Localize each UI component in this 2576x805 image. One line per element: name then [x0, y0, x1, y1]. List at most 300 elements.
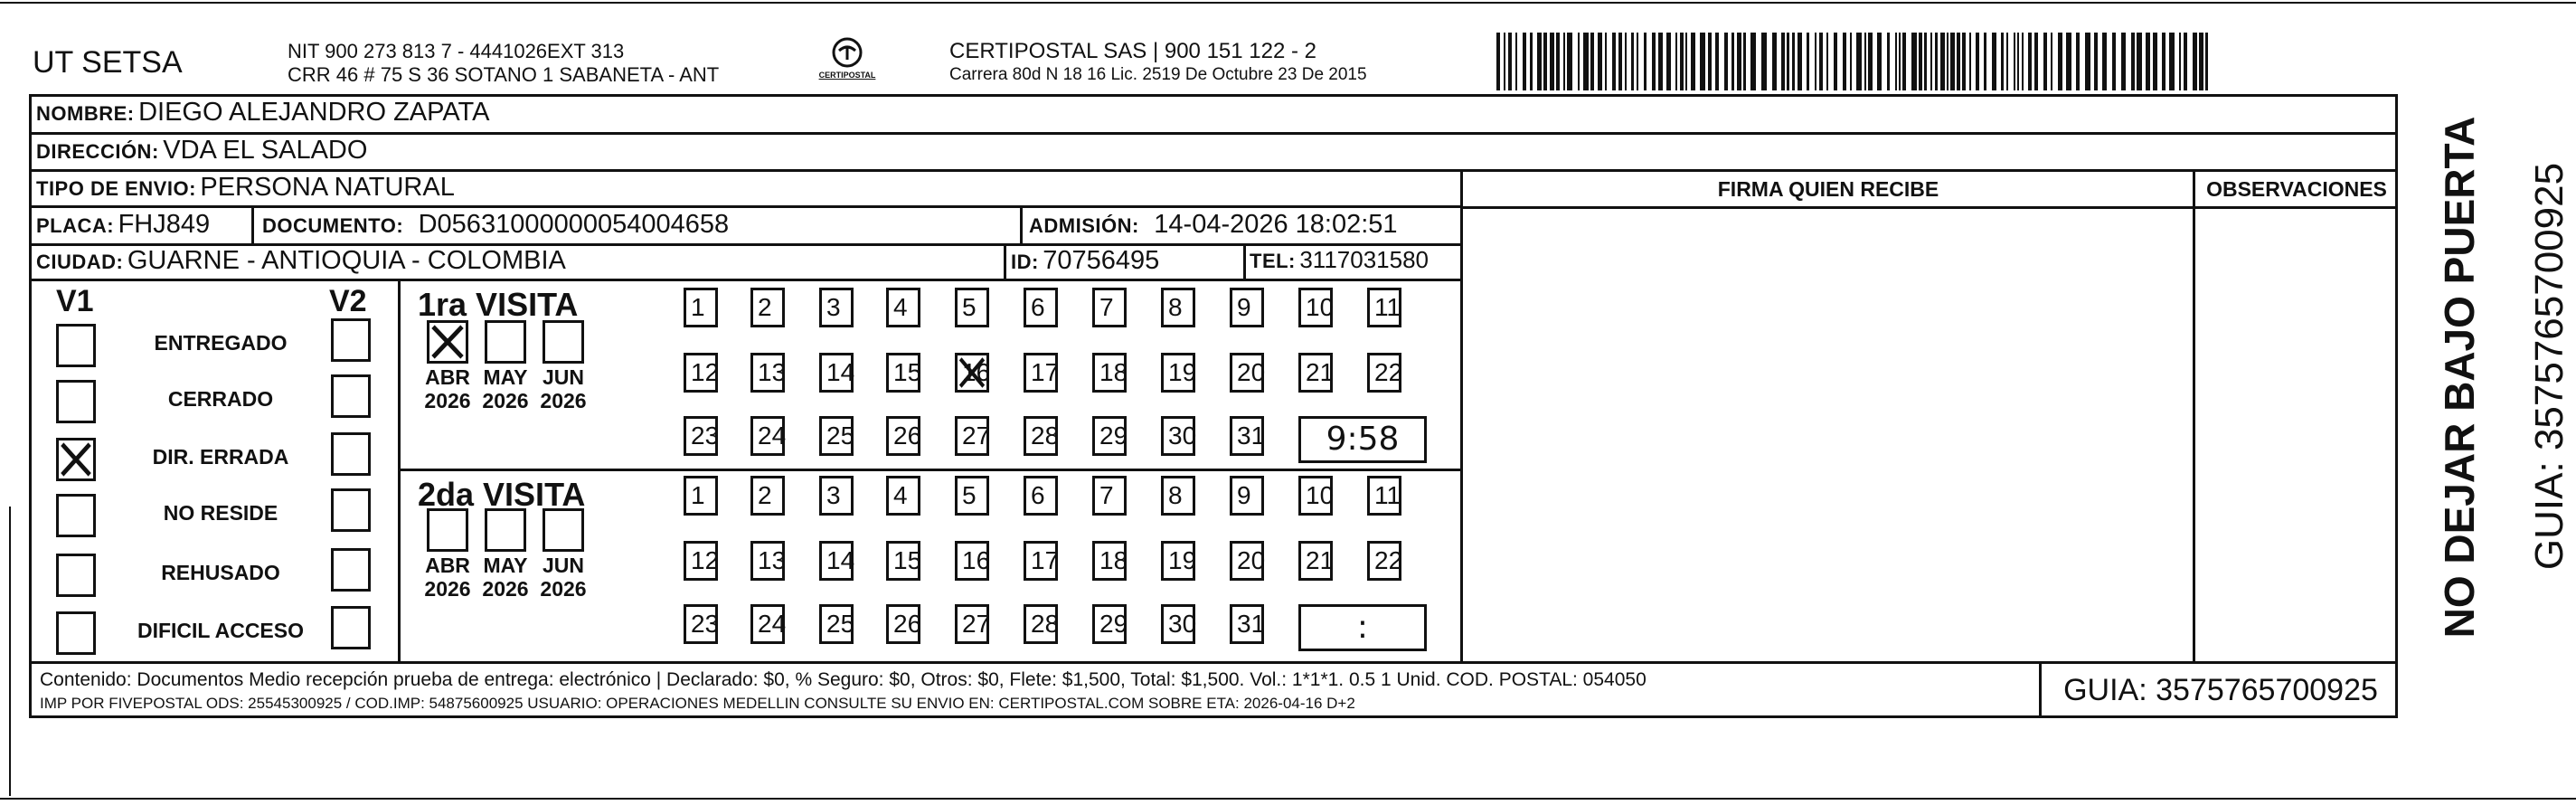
barcode-bar: [2146, 33, 2150, 90]
v1-checkbox[interactable]: [56, 438, 96, 481]
barcode-bar: [1984, 33, 1986, 90]
bottom-edge: [0, 798, 2576, 800]
day-number: 31: [1237, 610, 1266, 638]
barcode-bar: [1598, 33, 1602, 90]
day-number: 9: [1237, 293, 1251, 321]
barcode-bar: [1556, 33, 1560, 90]
day-number: 25: [826, 421, 855, 450]
barcode-bar: [1637, 33, 1638, 90]
day-number: 16: [962, 358, 991, 386]
day-number: 18: [1099, 546, 1128, 574]
first-day-box[interactable]: [1092, 353, 1127, 393]
barcode-bar: [2199, 33, 2203, 90]
barcode-bar: [1887, 33, 1890, 90]
barcode-bar: [1930, 33, 1932, 90]
day-number: 14: [826, 546, 855, 574]
recipient-name: DIEGO ALEJANDRO ZAPATA: [138, 98, 490, 127]
barcode-bar: [2034, 33, 2038, 90]
content-line: Contenido: Documentos Medio recepción prueba de entrega: electrónico | Declarado: $0, % Seguro: $0, Otros: $0, Flete: $1,500, Total: $1,500. Vol.: 1*1*1. 0.5 1 Unid. COD. POSTAL: 054050: [40, 669, 1647, 690]
barcode-bar: [2131, 33, 2135, 90]
city-label: CIUDAD:: [36, 251, 124, 273]
second-visit-title: 2da VISITA: [418, 476, 586, 513]
barcode-bar: [1962, 33, 1966, 90]
day-number: 27: [962, 610, 991, 638]
barcode-bar: [1807, 33, 1809, 90]
second-day-box[interactable]: [886, 476, 920, 516]
side-text: [2405, 116, 2571, 639]
admission-date: 14-04-2026 18:02:51: [1154, 210, 1398, 239]
day-number: 4: [893, 293, 908, 321]
first-day-box[interactable]: [750, 416, 785, 456]
document-label: DOCUMENTO:: [262, 214, 404, 237]
barcode-bar: [1787, 33, 1789, 90]
barcode-bar: [1675, 33, 1677, 90]
second-day-box[interactable]: [1024, 541, 1058, 581]
recipient-address: VDA EL SALADO: [163, 136, 368, 165]
day-number: 5: [962, 481, 977, 509]
day-number: 6: [1031, 293, 1045, 321]
second-day-box[interactable]: [1298, 541, 1333, 581]
barcode-bar: [1969, 33, 1971, 90]
barcode-bar: [1924, 33, 1927, 90]
tel-row: [1250, 246, 1429, 274]
second-month-box[interactable]: [543, 508, 584, 552]
top-edge: [0, 2, 2576, 4]
day-number: 30: [1168, 421, 1197, 450]
second-day-box[interactable]: [750, 476, 785, 516]
day-number: 25: [826, 610, 855, 638]
first-day-box[interactable]: [955, 353, 989, 393]
barcode-bar: [2162, 33, 2166, 90]
plate: FHJ849: [118, 210, 211, 239]
day-number: 23: [691, 421, 720, 450]
second-day-box[interactable]: [1367, 476, 1401, 516]
barcode-bar: [1826, 33, 1828, 90]
second-day-box[interactable]: [684, 476, 718, 516]
day-number: 12: [691, 546, 720, 574]
day-number: 7: [1099, 293, 1114, 321]
ship-type-label: TIPO DE ENVIO:: [36, 177, 196, 200]
day-number: 17: [1031, 546, 1060, 574]
address-row: [36, 136, 367, 166]
barcode-bar: [2085, 33, 2090, 90]
first-day-box[interactable]: [1230, 353, 1264, 393]
name-label: NOMBRE:: [36, 102, 135, 125]
first-month-box[interactable]: [485, 320, 526, 364]
day-number: 31: [1237, 421, 1266, 450]
barcode-bar: [1819, 33, 1823, 90]
day-number: 21: [1306, 358, 1335, 386]
barcode-bar: [2001, 33, 2004, 90]
first-month-label: JUN: [542, 365, 584, 389]
first-day-box[interactable]: [684, 416, 718, 456]
first-day-box[interactable]: [955, 416, 989, 456]
day-number: 29: [1099, 421, 1128, 450]
barcode-bar: [1843, 33, 1846, 90]
day-number: 22: [1374, 546, 1403, 574]
first-day-box[interactable]: [1161, 353, 1195, 393]
v2-checkbox[interactable]: [331, 374, 371, 418]
id-label: ID:: [1011, 251, 1039, 273]
second-day-box[interactable]: [819, 476, 854, 516]
x-mark-icon: [958, 355, 986, 390]
first-day-box[interactable]: [1230, 288, 1264, 327]
first-day-box[interactable]: [684, 288, 718, 327]
second-day-box[interactable]: [750, 604, 785, 644]
second-day-box[interactable]: [684, 604, 718, 644]
v2-label: V2: [329, 284, 367, 318]
day-number: 13: [758, 358, 787, 386]
day-number: 1: [691, 293, 705, 321]
second-day-box[interactable]: [1092, 604, 1127, 644]
barcode-bar: [1950, 33, 1955, 90]
barcode-bar: [1612, 33, 1616, 90]
status-option-label: REHUSADO: [161, 561, 280, 584]
first-day-box[interactable]: [1092, 288, 1127, 327]
first-day-box[interactable]: [1161, 416, 1195, 456]
first-day-box[interactable]: [819, 416, 854, 456]
barcode-bar: [1685, 33, 1687, 90]
second-day-box[interactable]: [750, 541, 785, 581]
barcode-bar: [1666, 33, 1671, 90]
barcode-bar: [1798, 33, 1802, 90]
barcode-bar: [1792, 33, 1795, 90]
first-month-box[interactable]: [427, 320, 468, 364]
second-month-label: ABR: [425, 554, 470, 577]
second-year-label: 2026: [482, 577, 529, 601]
barcode-bar: [1508, 33, 1512, 90]
second-year-label: 2026: [540, 577, 587, 601]
day-number: 15: [893, 546, 922, 574]
barcode-bar: [1868, 33, 1873, 90]
day-number: 30: [1168, 610, 1197, 638]
barcode: [1496, 33, 2220, 90]
barcode-bar: [1935, 33, 1938, 90]
first-day-box[interactable]: [1298, 353, 1333, 393]
barcode-bar: [1899, 33, 1901, 90]
second-day-box[interactable]: [1161, 604, 1195, 644]
second-time-box[interactable]: :: [1298, 604, 1427, 651]
first-visit-title: 1ra VISITA: [418, 286, 579, 323]
barcode-bar: [1652, 33, 1656, 90]
first-day-box[interactable]: [886, 288, 920, 327]
plate-label: PLACA:: [36, 214, 115, 237]
v1-checkbox[interactable]: [56, 494, 96, 537]
barcode-bar: [2014, 33, 2015, 90]
barcode-bar: [2028, 33, 2032, 90]
guide-box: GUIA: 3575765700925: [2063, 673, 2378, 707]
first-day-box[interactable]: [1024, 288, 1058, 327]
barcode-bar: [1976, 33, 1979, 90]
barcode-bar: [1850, 33, 1852, 90]
first-day-box[interactable]: [819, 288, 854, 327]
day-number: 29: [1099, 610, 1128, 638]
barcode-bar: [1504, 33, 1505, 90]
barcode-bar: [2066, 33, 2071, 90]
first-day-box[interactable]: [886, 353, 920, 393]
day-number: 4: [893, 481, 908, 509]
courier-line: CERTIPOSTAL SAS | 900 151 122 - 2: [949, 39, 1316, 63]
barcode-bar: [2051, 33, 2052, 90]
shiptype-row: [36, 173, 455, 203]
company-name: UT SETSA: [33, 45, 183, 80]
day-number: 8: [1168, 293, 1183, 321]
document-row: [262, 210, 729, 240]
day-number: 12: [691, 358, 720, 386]
x-mark-icon: [59, 440, 93, 478]
barcode-bar: [2121, 33, 2126, 90]
day-number: 3: [826, 481, 841, 509]
v2-checkbox[interactable]: [331, 488, 371, 532]
barcode-bar: [1583, 33, 1589, 90]
city-row: [36, 246, 566, 276]
second-day-box[interactable]: [1092, 541, 1127, 581]
admission-row: [1029, 210, 1398, 240]
status-option-label: CERRADO: [167, 387, 274, 411]
barcode-bar: [2205, 33, 2208, 90]
second-day-box[interactable]: [1230, 604, 1264, 644]
barcode-bar: [1590, 33, 1594, 90]
barcode-bar: [1496, 33, 1500, 90]
barcode-bar: [2076, 33, 2080, 90]
barcode-bar: [1895, 33, 1897, 90]
barcode-bar: [1724, 33, 1728, 90]
second-month-box[interactable]: [485, 508, 526, 552]
logo-mark-icon: [816, 36, 879, 89]
second-month-box[interactable]: [427, 508, 468, 552]
no-dejar-warning: NO DEJAR BAJO PUERTA: [2436, 116, 2483, 639]
barcode-bar: [2058, 33, 2062, 90]
first-month-label: ABR: [425, 365, 470, 389]
day-number: 10: [1306, 481, 1335, 509]
first-day-box[interactable]: [1298, 288, 1333, 327]
barcode-bar: [2043, 33, 2047, 90]
barcode-bar: [2153, 33, 2157, 90]
first-year-label: 2026: [424, 389, 471, 412]
barcode-bar: [1691, 33, 1695, 90]
barcode-bars: [1496, 33, 2220, 90]
day-number: 22: [1374, 358, 1403, 386]
day-number: 15: [893, 358, 922, 386]
v1-checkbox[interactable]: [56, 380, 96, 423]
barcode-bar: [1715, 33, 1719, 90]
second-month-label: MAY: [483, 554, 528, 577]
day-number: 20: [1237, 358, 1266, 386]
day-number: 11: [1374, 293, 1401, 321]
second-day-box[interactable]: [1230, 476, 1264, 516]
observations-header: OBSERVACIONES: [2206, 177, 2387, 201]
v1-label: V1: [56, 284, 94, 318]
second-day-box[interactable]: [1367, 541, 1401, 581]
day-number: 19: [1168, 358, 1197, 386]
barcode-bar: [2094, 33, 2098, 90]
day-number: 19: [1168, 546, 1197, 574]
second-day-box[interactable]: [819, 604, 854, 644]
plate-row: [36, 210, 210, 240]
barcode-bar: [1856, 33, 1862, 90]
barcode-bar: [2179, 33, 2181, 90]
first-month-label: MAY: [483, 365, 528, 389]
first-year-label: 2026: [482, 389, 529, 412]
day-number: 16: [962, 546, 991, 574]
barcode-bar: [1947, 33, 1949, 90]
day-number: 17: [1031, 358, 1060, 386]
day-number: 23: [691, 610, 720, 638]
imp-line: IMP POR FIVEPOSTAL ODS: 25545300925 / COD.IMP: 54875600925 USUARIO: OPERACIONES MEDELLIN CONSULTE SU ENVIO EN: CERTIPOSTAL.COM SOBRE ETA: 2026-04-16 D+2: [40, 695, 1355, 712]
v1-checkbox[interactable]: [56, 554, 96, 597]
barcode-bar: [1644, 33, 1647, 90]
day-number: 10: [1306, 293, 1335, 321]
day-number: 20: [1237, 546, 1266, 574]
barcode-bar: [1567, 33, 1572, 90]
barcode-bar: [1815, 33, 1816, 90]
first-day-box[interactable]: [1367, 353, 1401, 393]
day-number: 24: [758, 610, 787, 638]
day-number: 13: [758, 546, 787, 574]
status-option-label: ENTREGADO: [154, 331, 288, 355]
admission-label: ADMISIÓN:: [1029, 214, 1139, 237]
first-month-box[interactable]: [543, 320, 584, 364]
first-day-box[interactable]: [1367, 288, 1401, 327]
barcode-bar: [1772, 33, 1777, 90]
barcode-bar: [2112, 33, 2116, 90]
barcode-bar: [1877, 33, 1882, 90]
barcode-bar: [1537, 33, 1542, 90]
second-day-box[interactable]: [1092, 476, 1127, 516]
first-day-box[interactable]: [955, 288, 989, 327]
id-number: 70756495: [1043, 246, 1160, 275]
barcode-bar: [1550, 33, 1554, 90]
second-day-box[interactable]: [1024, 604, 1058, 644]
first-day-box[interactable]: [886, 416, 920, 456]
day-number: 7: [1099, 481, 1114, 509]
second-day-box[interactable]: [1024, 476, 1058, 516]
day-number: 27: [962, 421, 991, 450]
tel-label: TEL:: [1250, 250, 1296, 272]
day-number: 24: [758, 421, 787, 450]
barcode-bar: [1864, 33, 1866, 90]
barcode-bar: [1631, 33, 1634, 90]
nit-line: NIT 900 273 813 7 - 4441026EXT 313: [288, 40, 625, 62]
v2-checkbox[interactable]: [331, 606, 371, 649]
barcode-bar: [1743, 33, 1746, 90]
second-day-box[interactable]: [684, 541, 718, 581]
status-option-label: DIR. ERRADA: [152, 445, 289, 469]
v2-checkbox[interactable]: [331, 432, 371, 476]
barcode-bar: [2006, 33, 2008, 90]
second-day-box[interactable]: [955, 476, 989, 516]
barcode-bar: [1902, 33, 1906, 90]
status-option-label: DIFICIL ACCESO: [137, 619, 304, 642]
v2-checkbox[interactable]: [331, 318, 371, 362]
barcode-bar: [1680, 33, 1684, 90]
second-day-box[interactable]: [955, 604, 989, 644]
barcode-bar: [1731, 33, 1734, 90]
second-day-box[interactable]: [819, 541, 854, 581]
day-number: 26: [893, 421, 922, 450]
left-edge: [9, 507, 11, 796]
logo-caption: CERTIPOSTAL: [818, 71, 876, 80]
barcode-bar: [1750, 33, 1756, 90]
second-day-box[interactable]: [886, 604, 920, 644]
tel-number: 3117031580: [1299, 246, 1430, 273]
barcode-bar: [1761, 33, 1767, 90]
first-day-box[interactable]: [819, 353, 854, 393]
address-line: CRR 46 # 75 S 36 SOTANO 1 SABANETA - ANT: [288, 63, 720, 86]
day-number: 5: [962, 293, 977, 321]
side-guide: GUIA: 3575765700925: [2527, 162, 2571, 571]
document-number: D056310000000540046​58: [418, 210, 730, 239]
first-time-box[interactable]: 9:58: [1298, 416, 1427, 463]
first-day-box[interactable]: [1092, 416, 1127, 456]
first-day-box[interactable]: [1024, 416, 1058, 456]
second-day-box[interactable]: [955, 541, 989, 581]
first-day-box[interactable]: [1161, 288, 1195, 327]
first-year-label: 2026: [540, 389, 587, 412]
license-line: Carrera 80d N 18 16 Lic. 2519 De Octubre 23 De 2015: [949, 65, 1367, 84]
barcode-bar: [2102, 33, 2107, 90]
barcode-bar: [1515, 33, 1517, 90]
first-day-box[interactable]: [1024, 353, 1058, 393]
second-day-box[interactable]: [1161, 541, 1195, 581]
v1-checkbox[interactable]: [56, 611, 96, 655]
barcode-bar: [1523, 33, 1526, 90]
barcode-bar: [2169, 33, 2175, 90]
barcode-bar: [2022, 33, 2024, 90]
first-day-box[interactable]: [750, 353, 785, 393]
barcode-bar: [1708, 33, 1712, 90]
ship-type: PERSONA NATURAL: [200, 173, 455, 202]
barcode-bar: [1700, 33, 1705, 90]
barcode-bar: [2137, 33, 2142, 90]
day-number: 26: [893, 610, 922, 638]
first-day-box[interactable]: [684, 353, 718, 393]
day-number: 18: [1099, 358, 1128, 386]
day-number: 28: [1031, 421, 1060, 450]
x-mark-icon: [429, 323, 466, 361]
first-day-box[interactable]: [750, 288, 785, 327]
day-number: 2: [758, 481, 772, 509]
barcode-bar: [1737, 33, 1741, 90]
v1-checkbox[interactable]: [56, 324, 96, 367]
day-number: 11: [1374, 481, 1401, 509]
barcode-bar: [1543, 33, 1547, 90]
barcode-bar: [1563, 33, 1565, 90]
second-day-box[interactable]: [1161, 476, 1195, 516]
first-day-box[interactable]: [1230, 416, 1264, 456]
v2-checkbox[interactable]: [331, 548, 371, 592]
id-row: [1011, 246, 1159, 276]
second-year-label: 2026: [424, 577, 471, 601]
day-number: 3: [826, 293, 841, 321]
barcode-bar: [1919, 33, 1922, 90]
barcode-bar: [1957, 33, 1960, 90]
second-day-box[interactable]: [1298, 476, 1333, 516]
day-number: 2: [758, 293, 772, 321]
barcode-bar: [1940, 33, 1945, 90]
day-number: 6: [1031, 481, 1045, 509]
barcode-bar: [1618, 33, 1622, 90]
day-number: 21: [1306, 546, 1335, 574]
day-number: 1: [691, 481, 705, 509]
city: GUARNE - ANTIOQUIA - COLOMBIA: [127, 246, 566, 275]
name-row: [36, 98, 489, 128]
address-label: DIRECCIÓN:: [36, 140, 159, 163]
second-day-box[interactable]: [886, 541, 920, 581]
signature-header: FIRMA QUIEN RECIBE: [1717, 177, 1939, 201]
barcode-bar: [2193, 33, 2197, 90]
second-day-box[interactable]: [1230, 541, 1264, 581]
